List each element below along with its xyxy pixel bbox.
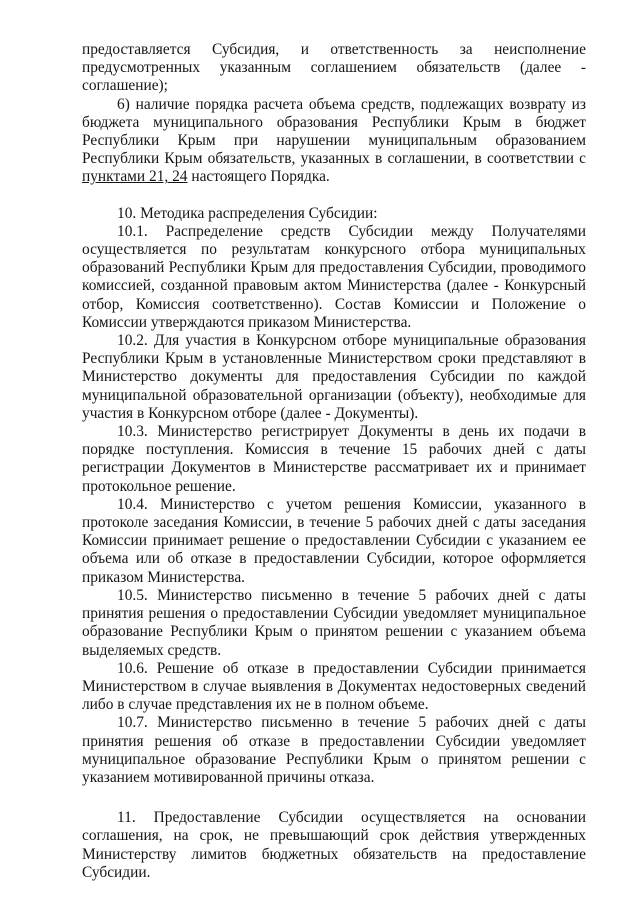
paragraph-10-7: 10.7. Министерство письменно в течение 5 рабочих дней с даты принятия решения об отказе в предоставлении Субсидии уведомляет муниципальное образование Республики Крым о принятом решении с указанием мотивированной причины отказа.	[82, 714, 586, 786]
paragraph-item-6	[82, 96, 586, 187]
paragraph-10-5: 10.5. Министерство письменно в течение 5 рабочих дней с даты принятия решения о предоставлении Субсидии уведомляет муниципальное образование Республики Крым о принятом решении с указанием объема выделяемых средств.	[82, 586, 586, 659]
paragraph-item-6-text: 6) наличие порядка расчета объема средств, подлежащих возврату из бюджета муниципального образования Республики Крым в бюджет Республики Крым при нарушении муниципальным образованием Республики Крым обязательств, указанных в соглашении, в соответствии с	[82, 95, 586, 168]
paragraph-item-6-tail: настоящего Порядка.	[187, 168, 330, 186]
paragraph-10-1: 10.1. Распределение средств Субсидии между Получателями осуществляется по результатам конкурсного отбора муниципальных образований Республики Крым для предоставления Субсидии, проводимого комиссией, созданной правовым актом Министерства (далее - Конкурсный отбор, Комиссия соответственно). Состав Комиссии и Положение о Комиссии утверждаются приказом Министерства.	[82, 222, 586, 331]
paragraph-10-4: 10.4. Министерство с учетом решения Комиссии, указанного в протоколе заседания Комиссии, в течение 5 рабочих дней с даты заседания Комиссии принимает решение о предоставлении Субсидии с указанием ее объема или об отказе в предоставлении Субсидии, которое оформляется приказом Министерства.	[82, 495, 586, 586]
paragraph-11: 11. Предоставление Субсидии осуществляется на основании соглашения, на срок, не превышающий срок действия утвержденных Министерству лимитов бюджетных обязательств на предоставление Субсидии.	[82, 809, 586, 881]
paragraph-intro: предоставляется Субсидия, и ответственность за неисполнение предусмотренных указанным соглашением обязательств (далее - соглашение);	[82, 41, 586, 95]
paragraph-10-2: 10.2. Для участия в Конкурсном отборе муниципальные образования Республики Крым в установленные Министерством сроки представляют в Министерство документы для предоставления Субсидии по каждой муниципальной образовательной организации (объекту), необходимые для участия в Конкурсном отборе (далее - Документы).	[82, 332, 586, 422]
points-reference-link[interactable]: пунктами 21, 24	[82, 168, 188, 186]
paragraph-10-6: 10.6. Решение об отказе в предоставлении Субсидии принимается Министерством в случае выявления в Документах недостоверных сведений либо в случае представления их не в полном объеме.	[82, 659, 586, 714]
section-10-heading: 10. Методика распределения Субсидии:	[117, 204, 378, 222]
paragraph-spacer	[82, 187, 586, 205]
paragraph-spacer	[82, 787, 586, 809]
paragraph-10-3: 10.3. Министерство регистрирует Документы в день их подачи в порядке поступления. Комиссия в течение 15 рабочих дней с даты регистрации Документов в Министерстве рассматривает их и принимает протокольное решение.	[82, 423, 586, 495]
